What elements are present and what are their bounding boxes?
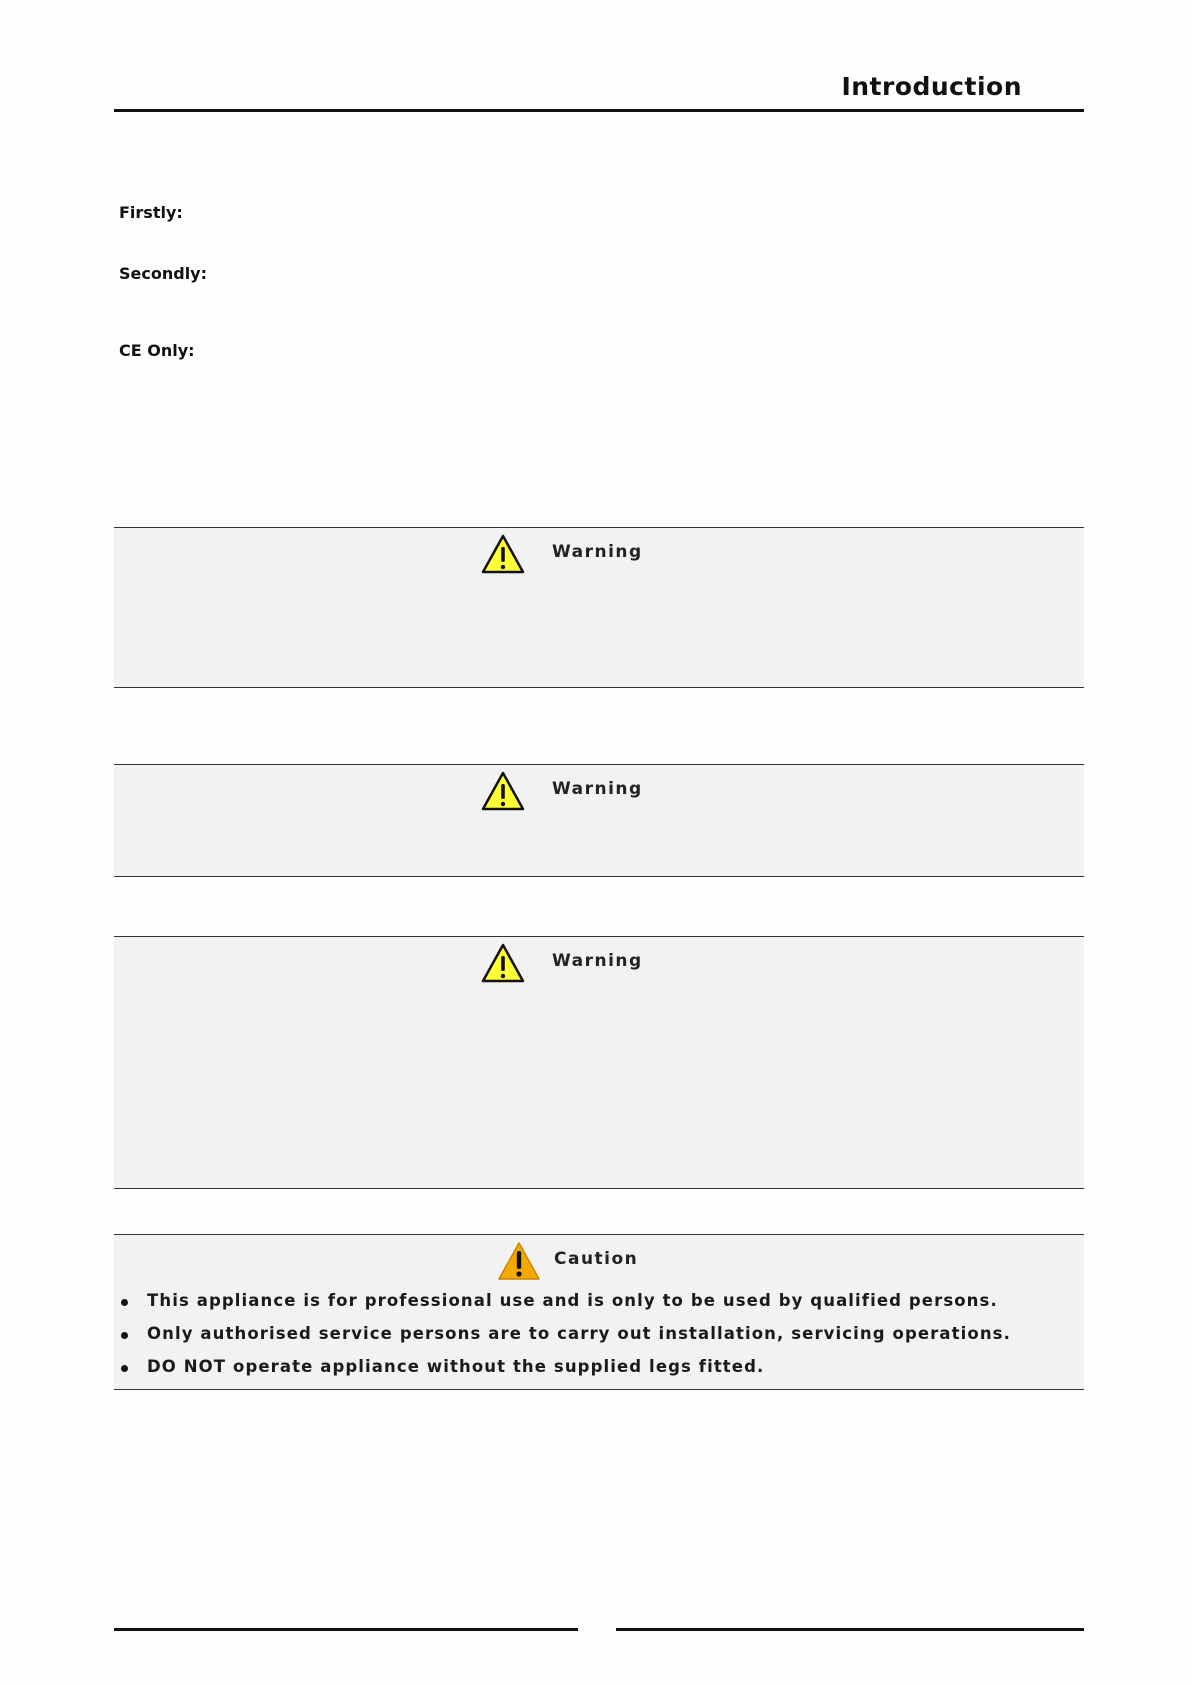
warning-box-3 <box>114 936 1084 1189</box>
warning-icon <box>481 534 525 574</box>
caution-list <box>114 1291 1084 1390</box>
warning-box-2 <box>114 764 1084 877</box>
list-item: This appliance is for professional use and is only to be used by qualified persons. <box>114 1291 1084 1324</box>
label-ce-only: CE Only: <box>119 341 195 360</box>
caution-box <box>114 1234 1084 1390</box>
list-item: Only authorised service persons are to carry out installation, servicing operations. <box>114 1324 1084 1357</box>
warning-icon <box>481 943 525 983</box>
bullet-icon <box>121 1299 128 1306</box>
bullet-icon <box>121 1332 128 1339</box>
footer-rule-left <box>114 1628 578 1631</box>
warning-title: Warning <box>552 779 643 799</box>
caution-title: Caution <box>554 1249 639 1269</box>
caution-icon <box>497 1241 541 1281</box>
list-item: DO NOT operate appliance without the supplied legs fitted. <box>114 1357 1084 1390</box>
warning-title: Warning <box>552 542 643 562</box>
label-secondly: Secondly: <box>119 264 208 283</box>
warning-icon <box>481 771 525 811</box>
warning-title: Warning <box>552 951 643 971</box>
header-rule <box>114 109 1084 112</box>
bullet-icon <box>121 1365 128 1372</box>
warning-box-1 <box>114 527 1084 688</box>
page-title: Introduction <box>841 72 1022 101</box>
label-firstly: Firstly: <box>119 203 183 222</box>
footer-rule-right <box>616 1628 1084 1631</box>
